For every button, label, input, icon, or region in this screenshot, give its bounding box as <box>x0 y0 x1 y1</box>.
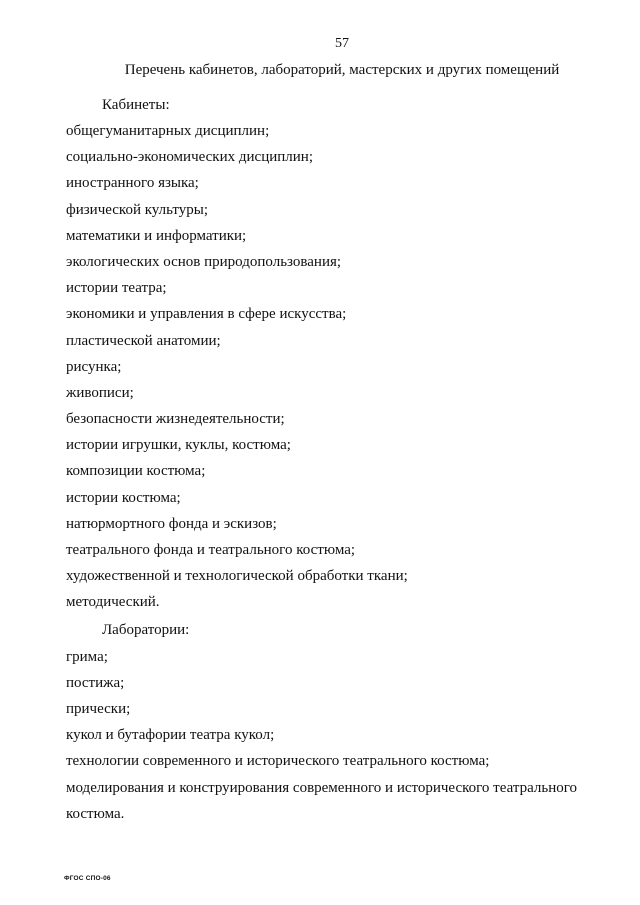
list-item: композиции костюма; <box>66 463 206 480</box>
list-item: прически; <box>66 700 131 717</box>
footer-label: ФГОС СПО-06 <box>64 875 111 882</box>
list-item: истории театра; <box>66 280 167 297</box>
list-item: иностранного языка; <box>66 175 199 192</box>
list-item: физической культуры; <box>66 201 209 218</box>
list-item: экологических основ природопользования; <box>66 253 342 270</box>
cabinets-heading: Кабинеты: <box>102 97 170 113</box>
list-item: истории игрушки, куклы, костюма; <box>66 437 291 454</box>
list-item: математики и информатики; <box>66 227 247 244</box>
list-item: технологии современного и исторического театрального костюма; <box>66 753 490 770</box>
list-item: социально-экономических дисциплин; <box>66 149 313 166</box>
document-body <box>66 92 606 827</box>
list-item: грима; <box>66 648 108 665</box>
list-item: пластической анатомии; <box>66 332 221 349</box>
list-item: костюма. <box>66 805 125 822</box>
list-item: рисунка; <box>66 358 122 375</box>
page-number: 57 <box>335 36 349 51</box>
list-item: общегуманитарных дисциплин; <box>66 123 270 139</box>
list-item: кукол и бутафории театра кукол; <box>66 727 275 744</box>
list-item: живописи; <box>66 384 134 401</box>
list-item: натюрмортного фонда и эскизов; <box>66 515 277 532</box>
list-item: экономики и управления в сфере искусства; <box>66 306 347 323</box>
list-item: безопасности жизнедеятельности; <box>66 411 285 428</box>
page-title: Перечень кабинетов, лабораторий, мастерских и других помещений <box>124 62 560 78</box>
laboratories-heading: Лаборатории: <box>102 621 190 638</box>
list-item: постижа; <box>66 674 125 691</box>
list-item: методический. <box>66 594 160 611</box>
list-item: истории костюма; <box>66 489 181 506</box>
list-item: моделирования и конструирования современного и исторического театрального <box>66 779 578 796</box>
list-item: театрального фонда и театрального костюма; <box>66 542 356 558</box>
list-item: художественной и технологической обработки ткани; <box>66 568 408 585</box>
